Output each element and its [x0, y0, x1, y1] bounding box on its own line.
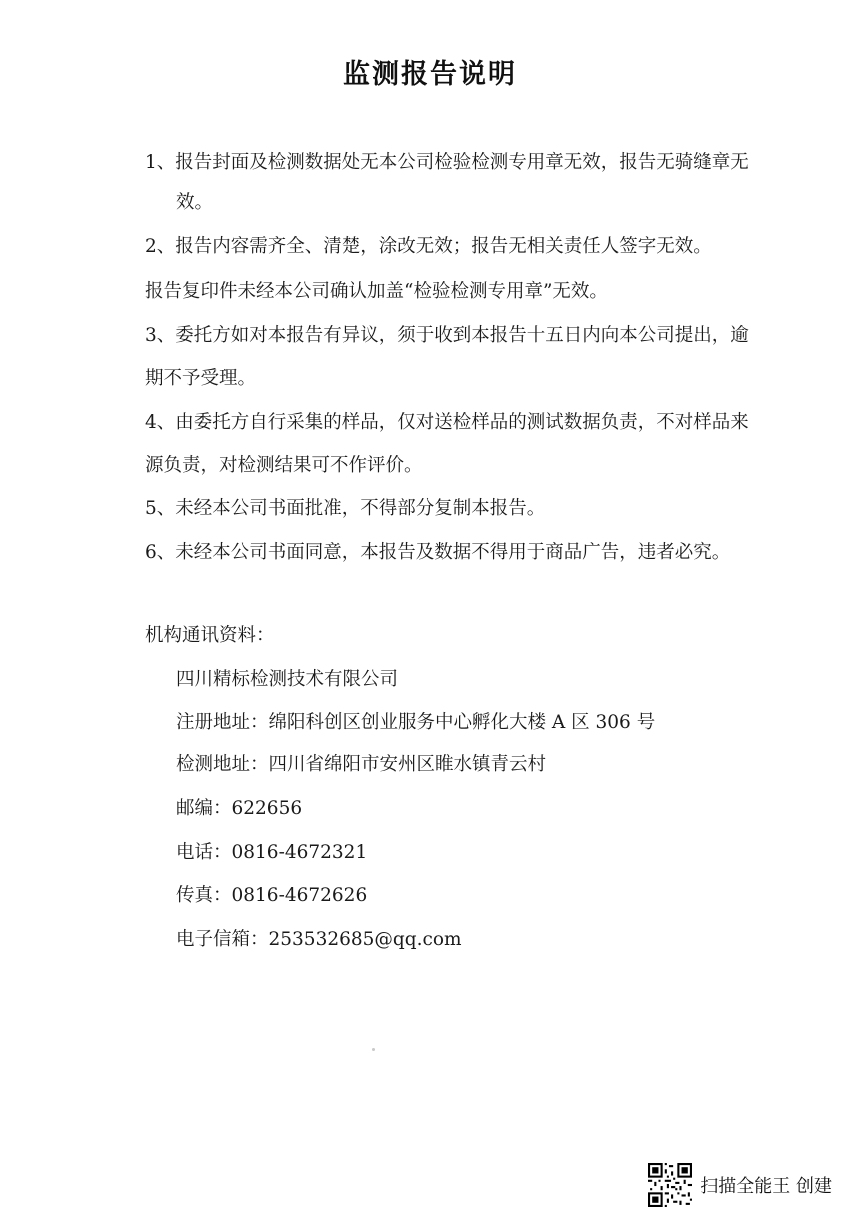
- note-3-line-1: 3、委托方如对本报告有异议，须于收到本报告十五日内向本公司提出，逾: [145, 325, 749, 346]
- testing-address: 检测地址：四川省绵阳市安州区睢水镇青云村: [176, 754, 547, 775]
- note-2: 2、报告内容需齐全、清楚，涂改无效；报告无相关责任人签字无效。: [145, 236, 712, 257]
- note-6: 6、未经本公司书面同意，本报告及数据不得用于商品广告，违者必究。: [145, 542, 731, 563]
- note-1-line-2: 效。: [176, 192, 214, 213]
- note-1-line-1: 1、报告封面及检测数据处无本公司检验检测专用章无效，报告无骑缝章无: [145, 152, 749, 173]
- qr-code-icon: [648, 1163, 692, 1207]
- contact-heading: 机构通讯资料：: [145, 625, 275, 646]
- note-4-line-1: 4、由委托方自行采集的样品，仅对送检样品的测试数据负责，不对样品来: [145, 412, 749, 433]
- company-name: 四川精标检测技术有限公司: [176, 669, 399, 690]
- note-3-line-2: 期不予受理。: [145, 368, 257, 389]
- scanner-watermark: [648, 1162, 832, 1208]
- scanner-app-label: 扫描全能王 创建: [700, 1176, 832, 1197]
- note-4-line-2: 源负责，对检测结果可不作评价。: [145, 455, 423, 476]
- email: 电子信箱：253532685@qq.com: [176, 929, 462, 950]
- fax: 传真：0816-4672626: [176, 885, 368, 906]
- registered-address: 注册地址：绵阳科创区创业服务中心孵化大楼 A 区 306 号: [176, 712, 656, 733]
- note-5: 5、未经本公司书面批准，不得部分复制本报告。: [145, 498, 546, 519]
- note-2-copy: 报告复印件未经本公司确认加盖“检验检测专用章”无效。: [145, 281, 608, 302]
- scan-speck: [372, 1048, 375, 1051]
- page-title: 监测报告说明: [343, 59, 517, 90]
- phone: 电话：0816-4672321: [176, 842, 368, 863]
- postcode: 邮编：622656: [176, 798, 303, 819]
